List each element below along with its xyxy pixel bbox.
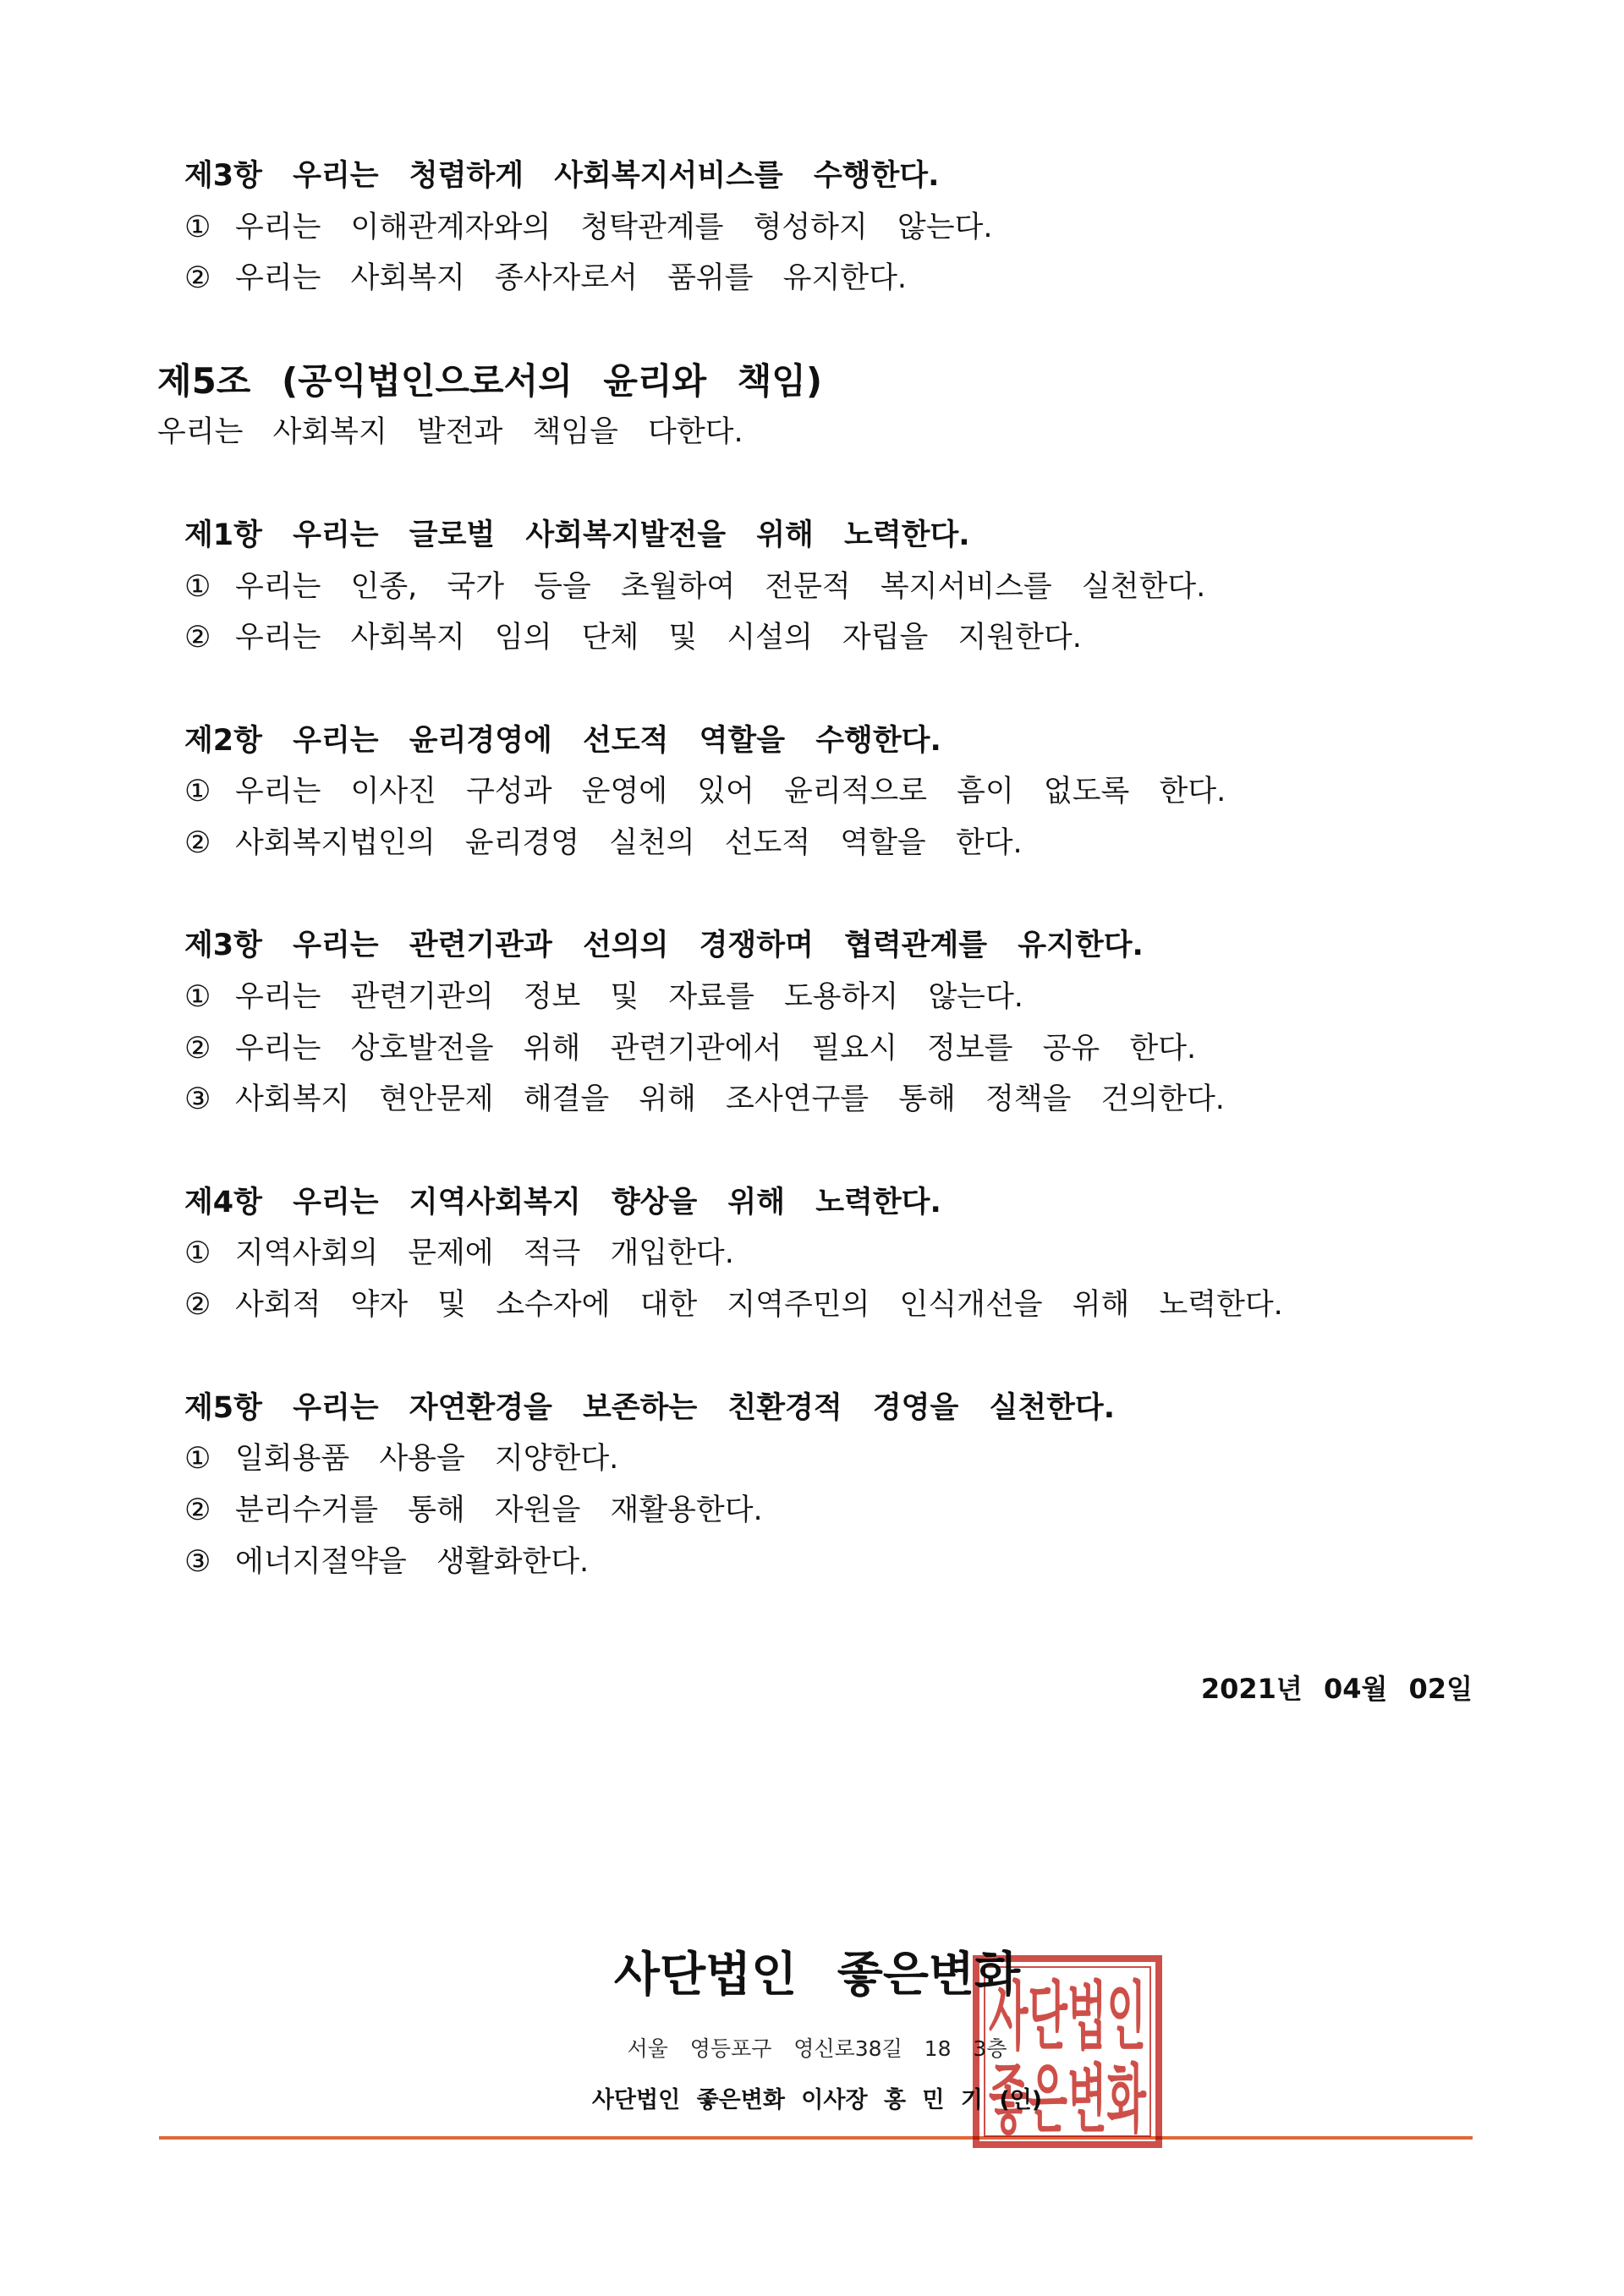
clause-item [157,1433,1595,1485]
item-marker: ② [184,261,211,296]
document-body [157,151,1595,1587]
item-text: 우리는 이사진 구성과 운영에 있어 윤리적으로 흠이 없도록 한다. [235,775,1226,809]
clause-item [157,1023,1595,1075]
clause-title: 제1항 우리는 글로벌 사회복지발전을 위해 노력한다. [184,518,970,552]
item-text: 에너지절약을 생활화한다. [235,1544,590,1579]
clause-item [157,818,1595,869]
item-text: 우리는 인종, 국가 등을 초월하여 전문적 복지서비스를 실천한다. [235,569,1206,604]
seal-row-2: 좋은변화 [989,2055,1148,2143]
spacer [157,304,1595,356]
item-marker: ③ [184,1082,211,1117]
clause-item [157,612,1595,664]
item-text: 우리는 사회복지 종사자로서 품위를 유지한다. [235,261,908,296]
item-text: 분리수거를 통해 자원을 재활용한다. [235,1493,763,1527]
article-intro: 우리는 사회복지 발전과 책임을 다한다. [157,415,743,450]
item-marker: ② [184,621,211,655]
item-text: 일회용품 사용을 지양한다. [235,1442,619,1477]
spacer [157,869,1595,921]
spacer [157,664,1595,715]
item-text: 사회복지법인의 윤리경영 실천의 선도적 역할을 한다. [235,825,1023,860]
clause-item [157,202,1595,254]
article-heading: 제5조 (공익법인으로서의 윤리와 책임) [157,359,823,402]
item-marker: ② [184,1288,211,1323]
item-marker: ② [184,825,211,860]
organization-address: 서울 영등포구 영신로38길 18 3층 [627,2036,1007,2061]
clause-title: 제3항 우리는 청렴하게 사회복지서비스를 수행한다. [184,159,940,193]
spacer [157,1126,1595,1177]
clause-item [157,1228,1595,1280]
clause-title: 제2항 우리는 윤리경영에 선도적 역할을 수행한다. [184,723,941,758]
item-marker: ① [184,1236,211,1271]
item-marker: ① [184,980,211,1014]
item-text: 사회복지 현안문제 해결을 위해 조사연구를 통해 정책을 건의한다. [235,1082,1225,1117]
item-text: 우리는 사회복지 임의 단체 및 시설의 자립을 지원한다. [235,621,1082,655]
clause-item [157,1537,1595,1588]
item-marker: ① [184,1442,211,1477]
clause-item [157,766,1595,818]
seal-stamp [972,1954,1163,2149]
item-marker: ① [184,569,211,604]
item-marker: ② [184,1493,211,1527]
clause-item [157,1485,1595,1537]
item-text: 우리는 관련기관의 정보 및 자료를 도용하지 않는다. [235,980,1023,1014]
item-marker: ① [184,775,211,809]
item-text: 지역사회의 문제에 적극 개입한다. [235,1236,734,1271]
clause-title: 제5항 우리는 자연환경을 보존하는 친환경적 경영을 실천한다. [184,1390,1116,1425]
item-marker: ① [184,210,211,244]
organization-name: 사단법인 좋은변화 [613,1948,1021,2003]
document-date: 2021년 04월 02일 [1200,1673,1473,1705]
clause-item [157,253,1595,304]
item-text: 사회적 약자 및 소수자에 대한 지역주민의 인식개선을 위해 노력한다. [235,1288,1283,1323]
clause-item [157,1280,1595,1331]
item-text: 우리는 상호발전을 위해 관련기관에서 필요시 정보를 공유 한다. [235,1031,1197,1066]
clause-title: 제4항 우리는 지역사회복지 향상을 위해 노력한다. [184,1185,941,1219]
clause-item [157,562,1595,613]
item-marker: ② [184,1031,211,1066]
clause-item [157,972,1595,1023]
signatory-line: 사단법인 좋은변화 이사장 홍 민 기 (인) [591,2087,1043,2113]
clause-item [157,1074,1595,1126]
seal-row-1: 사단법인 [989,1972,1146,2060]
spacer [157,458,1595,510]
clause-title: 제3항 우리는 관련기관과 선의의 경쟁하며 협력관계를 유지한다. [184,929,1144,963]
spacer [157,1331,1595,1383]
footer-rule [159,2136,1473,2140]
item-text: 우리는 이해관계자와의 청탁관계를 형성하지 않는다. [235,210,993,244]
item-marker: ③ [184,1544,211,1579]
